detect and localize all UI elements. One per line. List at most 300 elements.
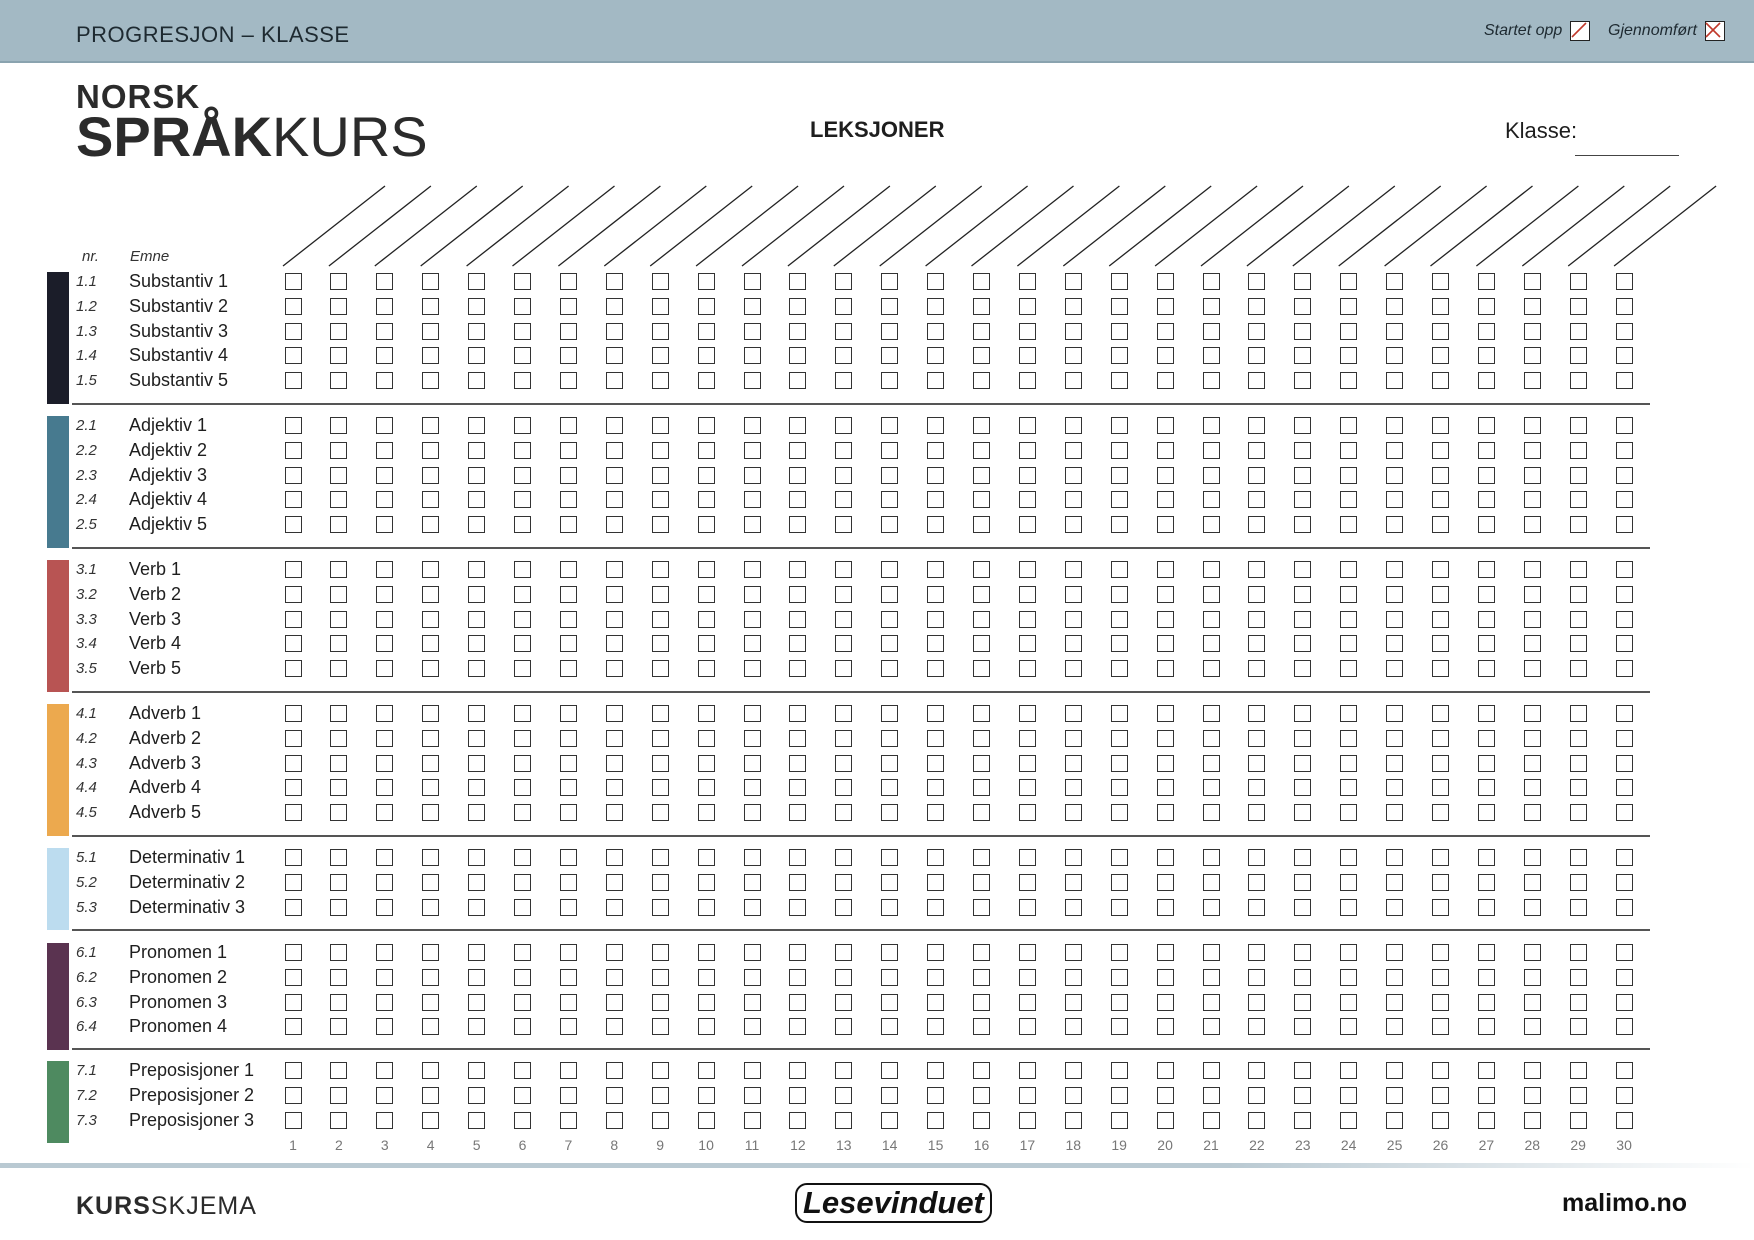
progress-checkbox[interactable]	[927, 804, 944, 821]
progress-checkbox[interactable]	[468, 516, 485, 533]
progress-checkbox[interactable]	[1019, 1112, 1036, 1129]
progress-checkbox[interactable]	[1019, 1062, 1036, 1079]
progress-checkbox[interactable]	[1065, 323, 1082, 340]
progress-checkbox[interactable]	[1294, 755, 1311, 772]
progress-checkbox[interactable]	[927, 586, 944, 603]
progress-checkbox[interactable]	[881, 1018, 898, 1035]
progress-checkbox[interactable]	[1524, 467, 1541, 484]
progress-checkbox[interactable]	[1524, 586, 1541, 603]
progress-checkbox[interactable]	[652, 561, 669, 578]
progress-checkbox[interactable]	[927, 273, 944, 290]
progress-checkbox[interactable]	[606, 561, 623, 578]
progress-checkbox[interactable]	[881, 730, 898, 747]
progress-checkbox[interactable]	[789, 561, 806, 578]
progress-checkbox[interactable]	[468, 323, 485, 340]
progress-checkbox[interactable]	[698, 899, 715, 916]
progress-checkbox[interactable]	[1570, 969, 1587, 986]
progress-checkbox[interactable]	[1294, 944, 1311, 961]
progress-checkbox[interactable]	[285, 944, 302, 961]
progress-checkbox[interactable]	[376, 491, 393, 508]
progress-checkbox[interactable]	[422, 442, 439, 459]
progress-checkbox[interactable]	[1019, 804, 1036, 821]
progress-checkbox[interactable]	[652, 1018, 669, 1035]
progress-checkbox[interactable]	[1478, 660, 1495, 677]
progress-checkbox[interactable]	[1248, 323, 1265, 340]
progress-checkbox[interactable]	[285, 755, 302, 772]
progress-checkbox[interactable]	[789, 467, 806, 484]
progress-checkbox[interactable]	[1248, 347, 1265, 364]
progress-checkbox[interactable]	[652, 1087, 669, 1104]
progress-checkbox[interactable]	[652, 586, 669, 603]
progress-checkbox[interactable]	[1203, 874, 1220, 891]
progress-checkbox[interactable]	[1111, 586, 1128, 603]
progress-checkbox[interactable]	[1065, 442, 1082, 459]
progress-checkbox[interactable]	[744, 899, 761, 916]
progress-checkbox[interactable]	[1478, 273, 1495, 290]
progress-checkbox[interactable]	[1203, 323, 1220, 340]
progress-checkbox[interactable]	[881, 849, 898, 866]
progress-checkbox[interactable]	[376, 1062, 393, 1079]
progress-checkbox[interactable]	[514, 323, 531, 340]
progress-checkbox[interactable]	[1386, 944, 1403, 961]
progress-checkbox[interactable]	[1478, 755, 1495, 772]
progress-checkbox[interactable]	[1432, 611, 1449, 628]
progress-checkbox[interactable]	[1203, 417, 1220, 434]
progress-checkbox[interactable]	[1248, 611, 1265, 628]
progress-checkbox[interactable]	[285, 1018, 302, 1035]
progress-checkbox[interactable]	[1340, 874, 1357, 891]
progress-checkbox[interactable]	[835, 804, 852, 821]
progress-checkbox[interactable]	[1432, 874, 1449, 891]
progress-checkbox[interactable]	[1616, 1062, 1633, 1079]
progress-checkbox[interactable]	[881, 944, 898, 961]
progress-checkbox[interactable]	[1065, 730, 1082, 747]
progress-checkbox[interactable]	[560, 779, 577, 796]
progress-checkbox[interactable]	[514, 586, 531, 603]
progress-checkbox[interactable]	[881, 804, 898, 821]
progress-checkbox[interactable]	[376, 755, 393, 772]
progress-checkbox[interactable]	[468, 899, 485, 916]
progress-checkbox[interactable]	[789, 586, 806, 603]
progress-checkbox[interactable]	[652, 635, 669, 652]
progress-checkbox[interactable]	[1065, 755, 1082, 772]
progress-checkbox[interactable]	[1432, 755, 1449, 772]
progress-checkbox[interactable]	[973, 755, 990, 772]
progress-checkbox[interactable]	[789, 516, 806, 533]
progress-checkbox[interactable]	[468, 372, 485, 389]
progress-checkbox[interactable]	[285, 611, 302, 628]
progress-checkbox[interactable]	[1019, 660, 1036, 677]
progress-checkbox[interactable]	[652, 1062, 669, 1079]
progress-checkbox[interactable]	[1294, 730, 1311, 747]
progress-checkbox[interactable]	[514, 994, 531, 1011]
progress-checkbox[interactable]	[1432, 273, 1449, 290]
progress-checkbox[interactable]	[1524, 1062, 1541, 1079]
progress-checkbox[interactable]	[1111, 491, 1128, 508]
progress-checkbox[interactable]	[1019, 755, 1036, 772]
progress-checkbox[interactable]	[1616, 944, 1633, 961]
progress-checkbox[interactable]	[285, 730, 302, 747]
progress-checkbox[interactable]	[285, 516, 302, 533]
progress-checkbox[interactable]	[973, 273, 990, 290]
progress-checkbox[interactable]	[376, 561, 393, 578]
progress-checkbox[interactable]	[789, 874, 806, 891]
progress-checkbox[interactable]	[973, 635, 990, 652]
progress-checkbox[interactable]	[285, 969, 302, 986]
progress-checkbox[interactable]	[835, 1112, 852, 1129]
progress-checkbox[interactable]	[1616, 755, 1633, 772]
progress-checkbox[interactable]	[606, 1087, 623, 1104]
progress-checkbox[interactable]	[1294, 516, 1311, 533]
progress-checkbox[interactable]	[1157, 372, 1174, 389]
progress-checkbox[interactable]	[835, 491, 852, 508]
progress-checkbox[interactable]	[1478, 874, 1495, 891]
progress-checkbox[interactable]	[1524, 994, 1541, 1011]
progress-checkbox[interactable]	[1386, 417, 1403, 434]
progress-checkbox[interactable]	[881, 755, 898, 772]
progress-checkbox[interactable]	[560, 1087, 577, 1104]
progress-checkbox[interactable]	[1065, 804, 1082, 821]
progress-checkbox[interactable]	[330, 804, 347, 821]
progress-checkbox[interactable]	[973, 347, 990, 364]
progress-checkbox[interactable]	[514, 1062, 531, 1079]
progress-checkbox[interactable]	[652, 779, 669, 796]
progress-checkbox[interactable]	[1340, 561, 1357, 578]
progress-checkbox[interactable]	[285, 849, 302, 866]
progress-checkbox[interactable]	[1248, 635, 1265, 652]
progress-checkbox[interactable]	[1111, 273, 1128, 290]
progress-checkbox[interactable]	[514, 442, 531, 459]
progress-checkbox[interactable]	[789, 849, 806, 866]
progress-checkbox[interactable]	[973, 804, 990, 821]
progress-checkbox[interactable]	[422, 730, 439, 747]
progress-checkbox[interactable]	[1478, 491, 1495, 508]
progress-checkbox[interactable]	[422, 660, 439, 677]
progress-checkbox[interactable]	[1616, 417, 1633, 434]
progress-checkbox[interactable]	[1386, 1112, 1403, 1129]
progress-checkbox[interactable]	[1203, 969, 1220, 986]
progress-checkbox[interactable]	[698, 347, 715, 364]
progress-checkbox[interactable]	[1248, 804, 1265, 821]
progress-checkbox[interactable]	[1570, 779, 1587, 796]
progress-checkbox[interactable]	[1019, 1087, 1036, 1104]
progress-checkbox[interactable]	[652, 491, 669, 508]
progress-checkbox[interactable]	[835, 347, 852, 364]
progress-checkbox[interactable]	[1203, 804, 1220, 821]
progress-checkbox[interactable]	[1432, 347, 1449, 364]
progress-checkbox[interactable]	[560, 849, 577, 866]
progress-checkbox[interactable]	[1203, 586, 1220, 603]
progress-checkbox[interactable]	[606, 899, 623, 916]
progress-checkbox[interactable]	[1616, 899, 1633, 916]
progress-checkbox[interactable]	[1294, 804, 1311, 821]
progress-checkbox[interactable]	[1203, 944, 1220, 961]
progress-checkbox[interactable]	[1340, 779, 1357, 796]
progress-checkbox[interactable]	[1111, 705, 1128, 722]
progress-checkbox[interactable]	[927, 730, 944, 747]
progress-checkbox[interactable]	[330, 298, 347, 315]
progress-checkbox[interactable]	[330, 417, 347, 434]
progress-checkbox[interactable]	[1524, 755, 1541, 772]
progress-checkbox[interactable]	[652, 755, 669, 772]
progress-checkbox[interactable]	[1386, 561, 1403, 578]
progress-checkbox[interactable]	[1065, 660, 1082, 677]
progress-checkbox[interactable]	[1157, 323, 1174, 340]
progress-checkbox[interactable]	[376, 372, 393, 389]
progress-checkbox[interactable]	[973, 467, 990, 484]
progress-checkbox[interactable]	[1203, 660, 1220, 677]
progress-checkbox[interactable]	[698, 779, 715, 796]
progress-checkbox[interactable]	[1340, 347, 1357, 364]
progress-checkbox[interactable]	[514, 804, 531, 821]
progress-checkbox[interactable]	[1478, 1112, 1495, 1129]
progress-checkbox[interactable]	[560, 417, 577, 434]
progress-checkbox[interactable]	[1478, 804, 1495, 821]
progress-checkbox[interactable]	[1386, 730, 1403, 747]
progress-checkbox[interactable]	[468, 347, 485, 364]
progress-checkbox[interactable]	[744, 273, 761, 290]
progress-checkbox[interactable]	[1065, 969, 1082, 986]
progress-checkbox[interactable]	[1386, 779, 1403, 796]
progress-checkbox[interactable]	[973, 586, 990, 603]
progress-checkbox[interactable]	[376, 994, 393, 1011]
progress-checkbox[interactable]	[789, 611, 806, 628]
progress-checkbox[interactable]	[698, 491, 715, 508]
progress-checkbox[interactable]	[698, 994, 715, 1011]
progress-checkbox[interactable]	[744, 516, 761, 533]
progress-checkbox[interactable]	[1432, 1062, 1449, 1079]
progress-checkbox[interactable]	[881, 635, 898, 652]
progress-checkbox[interactable]	[698, 1018, 715, 1035]
progress-checkbox[interactable]	[1157, 660, 1174, 677]
progress-checkbox[interactable]	[927, 491, 944, 508]
progress-checkbox[interactable]	[927, 635, 944, 652]
progress-checkbox[interactable]	[1478, 969, 1495, 986]
progress-checkbox[interactable]	[606, 994, 623, 1011]
progress-checkbox[interactable]	[744, 660, 761, 677]
progress-checkbox[interactable]	[652, 347, 669, 364]
progress-checkbox[interactable]	[1203, 442, 1220, 459]
progress-checkbox[interactable]	[1570, 347, 1587, 364]
progress-checkbox[interactable]	[1478, 561, 1495, 578]
progress-checkbox[interactable]	[698, 611, 715, 628]
progress-checkbox[interactable]	[606, 730, 623, 747]
progress-checkbox[interactable]	[1570, 298, 1587, 315]
progress-checkbox[interactable]	[468, 442, 485, 459]
progress-checkbox[interactable]	[1019, 899, 1036, 916]
progress-checkbox[interactable]	[514, 730, 531, 747]
progress-checkbox[interactable]	[422, 417, 439, 434]
progress-checkbox[interactable]	[560, 969, 577, 986]
progress-checkbox[interactable]	[1157, 899, 1174, 916]
progress-checkbox[interactable]	[698, 442, 715, 459]
progress-checkbox[interactable]	[1203, 273, 1220, 290]
progress-checkbox[interactable]	[698, 755, 715, 772]
progress-checkbox[interactable]	[1065, 1062, 1082, 1079]
progress-checkbox[interactable]	[560, 442, 577, 459]
progress-checkbox[interactable]	[285, 660, 302, 677]
progress-checkbox[interactable]	[1570, 1112, 1587, 1129]
progress-checkbox[interactable]	[514, 874, 531, 891]
progress-checkbox[interactable]	[606, 660, 623, 677]
progress-checkbox[interactable]	[698, 298, 715, 315]
progress-checkbox[interactable]	[1157, 635, 1174, 652]
progress-checkbox[interactable]	[1248, 944, 1265, 961]
progress-checkbox[interactable]	[1248, 1087, 1265, 1104]
progress-checkbox[interactable]	[698, 1087, 715, 1104]
progress-checkbox[interactable]	[744, 944, 761, 961]
progress-checkbox[interactable]	[606, 298, 623, 315]
progress-checkbox[interactable]	[881, 491, 898, 508]
progress-checkbox[interactable]	[1524, 804, 1541, 821]
progress-checkbox[interactable]	[1570, 944, 1587, 961]
progress-checkbox[interactable]	[422, 755, 439, 772]
progress-checkbox[interactable]	[835, 874, 852, 891]
progress-checkbox[interactable]	[652, 516, 669, 533]
progress-checkbox[interactable]	[1616, 372, 1633, 389]
progress-checkbox[interactable]	[330, 1112, 347, 1129]
progress-checkbox[interactable]	[744, 874, 761, 891]
progress-checkbox[interactable]	[422, 586, 439, 603]
progress-checkbox[interactable]	[1203, 491, 1220, 508]
progress-checkbox[interactable]	[1432, 442, 1449, 459]
progress-checkbox[interactable]	[652, 323, 669, 340]
progress-checkbox[interactable]	[330, 944, 347, 961]
progress-checkbox[interactable]	[1340, 849, 1357, 866]
progress-checkbox[interactable]	[1294, 1018, 1311, 1035]
progress-checkbox[interactable]	[330, 1062, 347, 1079]
progress-checkbox[interactable]	[1432, 969, 1449, 986]
progress-checkbox[interactable]	[789, 347, 806, 364]
progress-checkbox[interactable]	[927, 323, 944, 340]
progress-checkbox[interactable]	[468, 273, 485, 290]
progress-checkbox[interactable]	[1386, 804, 1403, 821]
progress-checkbox[interactable]	[835, 1018, 852, 1035]
progress-checkbox[interactable]	[881, 1112, 898, 1129]
progress-checkbox[interactable]	[1248, 660, 1265, 677]
progress-checkbox[interactable]	[560, 273, 577, 290]
progress-checkbox[interactable]	[652, 298, 669, 315]
progress-checkbox[interactable]	[560, 705, 577, 722]
progress-checkbox[interactable]	[1616, 874, 1633, 891]
progress-checkbox[interactable]	[376, 730, 393, 747]
progress-checkbox[interactable]	[698, 467, 715, 484]
progress-checkbox[interactable]	[1065, 874, 1082, 891]
progress-checkbox[interactable]	[1524, 611, 1541, 628]
progress-checkbox[interactable]	[698, 561, 715, 578]
progress-checkbox[interactable]	[835, 705, 852, 722]
progress-checkbox[interactable]	[1478, 323, 1495, 340]
progress-checkbox[interactable]	[1203, 1018, 1220, 1035]
progress-checkbox[interactable]	[422, 804, 439, 821]
progress-checkbox[interactable]	[652, 705, 669, 722]
progress-checkbox[interactable]	[1524, 660, 1541, 677]
progress-checkbox[interactable]	[285, 491, 302, 508]
progress-checkbox[interactable]	[744, 804, 761, 821]
progress-checkbox[interactable]	[1524, 273, 1541, 290]
progress-checkbox[interactable]	[789, 1087, 806, 1104]
progress-checkbox[interactable]	[1294, 561, 1311, 578]
progress-checkbox[interactable]	[744, 849, 761, 866]
progress-checkbox[interactable]	[606, 417, 623, 434]
progress-checkbox[interactable]	[1157, 874, 1174, 891]
progress-checkbox[interactable]	[1111, 994, 1128, 1011]
progress-checkbox[interactable]	[285, 467, 302, 484]
progress-checkbox[interactable]	[927, 1018, 944, 1035]
progress-checkbox[interactable]	[835, 586, 852, 603]
progress-checkbox[interactable]	[881, 417, 898, 434]
progress-checkbox[interactable]	[1432, 899, 1449, 916]
progress-checkbox[interactable]	[698, 1062, 715, 1079]
progress-checkbox[interactable]	[835, 779, 852, 796]
progress-checkbox[interactable]	[1019, 442, 1036, 459]
progress-checkbox[interactable]	[1432, 298, 1449, 315]
progress-checkbox[interactable]	[1386, 755, 1403, 772]
progress-checkbox[interactable]	[652, 849, 669, 866]
progress-checkbox[interactable]	[1111, 804, 1128, 821]
progress-checkbox[interactable]	[1065, 635, 1082, 652]
progress-checkbox[interactable]	[330, 730, 347, 747]
progress-checkbox[interactable]	[1616, 586, 1633, 603]
progress-checkbox[interactable]	[973, 323, 990, 340]
progress-checkbox[interactable]	[330, 635, 347, 652]
progress-checkbox[interactable]	[835, 994, 852, 1011]
progress-checkbox[interactable]	[1478, 899, 1495, 916]
progress-checkbox[interactable]	[330, 442, 347, 459]
progress-checkbox[interactable]	[1065, 849, 1082, 866]
progress-checkbox[interactable]	[285, 586, 302, 603]
progress-checkbox[interactable]	[1248, 874, 1265, 891]
progress-checkbox[interactable]	[1386, 372, 1403, 389]
progress-checkbox[interactable]	[330, 994, 347, 1011]
progress-checkbox[interactable]	[1019, 611, 1036, 628]
progress-checkbox[interactable]	[789, 969, 806, 986]
progress-checkbox[interactable]	[652, 442, 669, 459]
progress-checkbox[interactable]	[468, 586, 485, 603]
progress-checkbox[interactable]	[1111, 1112, 1128, 1129]
progress-checkbox[interactable]	[652, 611, 669, 628]
progress-checkbox[interactable]	[1386, 611, 1403, 628]
progress-checkbox[interactable]	[744, 1087, 761, 1104]
progress-checkbox[interactable]	[468, 804, 485, 821]
progress-checkbox[interactable]	[1340, 994, 1357, 1011]
progress-checkbox[interactable]	[927, 561, 944, 578]
progress-checkbox[interactable]	[1524, 1112, 1541, 1129]
progress-checkbox[interactable]	[1294, 372, 1311, 389]
progress-checkbox[interactable]	[1616, 660, 1633, 677]
progress-checkbox[interactable]	[1340, 516, 1357, 533]
progress-checkbox[interactable]	[376, 442, 393, 459]
progress-checkbox[interactable]	[1111, 779, 1128, 796]
progress-checkbox[interactable]	[881, 779, 898, 796]
progress-checkbox[interactable]	[1386, 899, 1403, 916]
progress-checkbox[interactable]	[698, 849, 715, 866]
progress-checkbox[interactable]	[560, 635, 577, 652]
progress-checkbox[interactable]	[606, 705, 623, 722]
progress-checkbox[interactable]	[1065, 944, 1082, 961]
progress-checkbox[interactable]	[927, 994, 944, 1011]
progress-checkbox[interactable]	[1248, 491, 1265, 508]
progress-checkbox[interactable]	[1111, 1018, 1128, 1035]
progress-checkbox[interactable]	[376, 467, 393, 484]
progress-checkbox[interactable]	[1111, 561, 1128, 578]
progress-checkbox[interactable]	[1203, 611, 1220, 628]
progress-checkbox[interactable]	[1340, 611, 1357, 628]
progress-checkbox[interactable]	[1294, 994, 1311, 1011]
progress-checkbox[interactable]	[376, 804, 393, 821]
progress-checkbox[interactable]	[422, 849, 439, 866]
progress-checkbox[interactable]	[1019, 347, 1036, 364]
